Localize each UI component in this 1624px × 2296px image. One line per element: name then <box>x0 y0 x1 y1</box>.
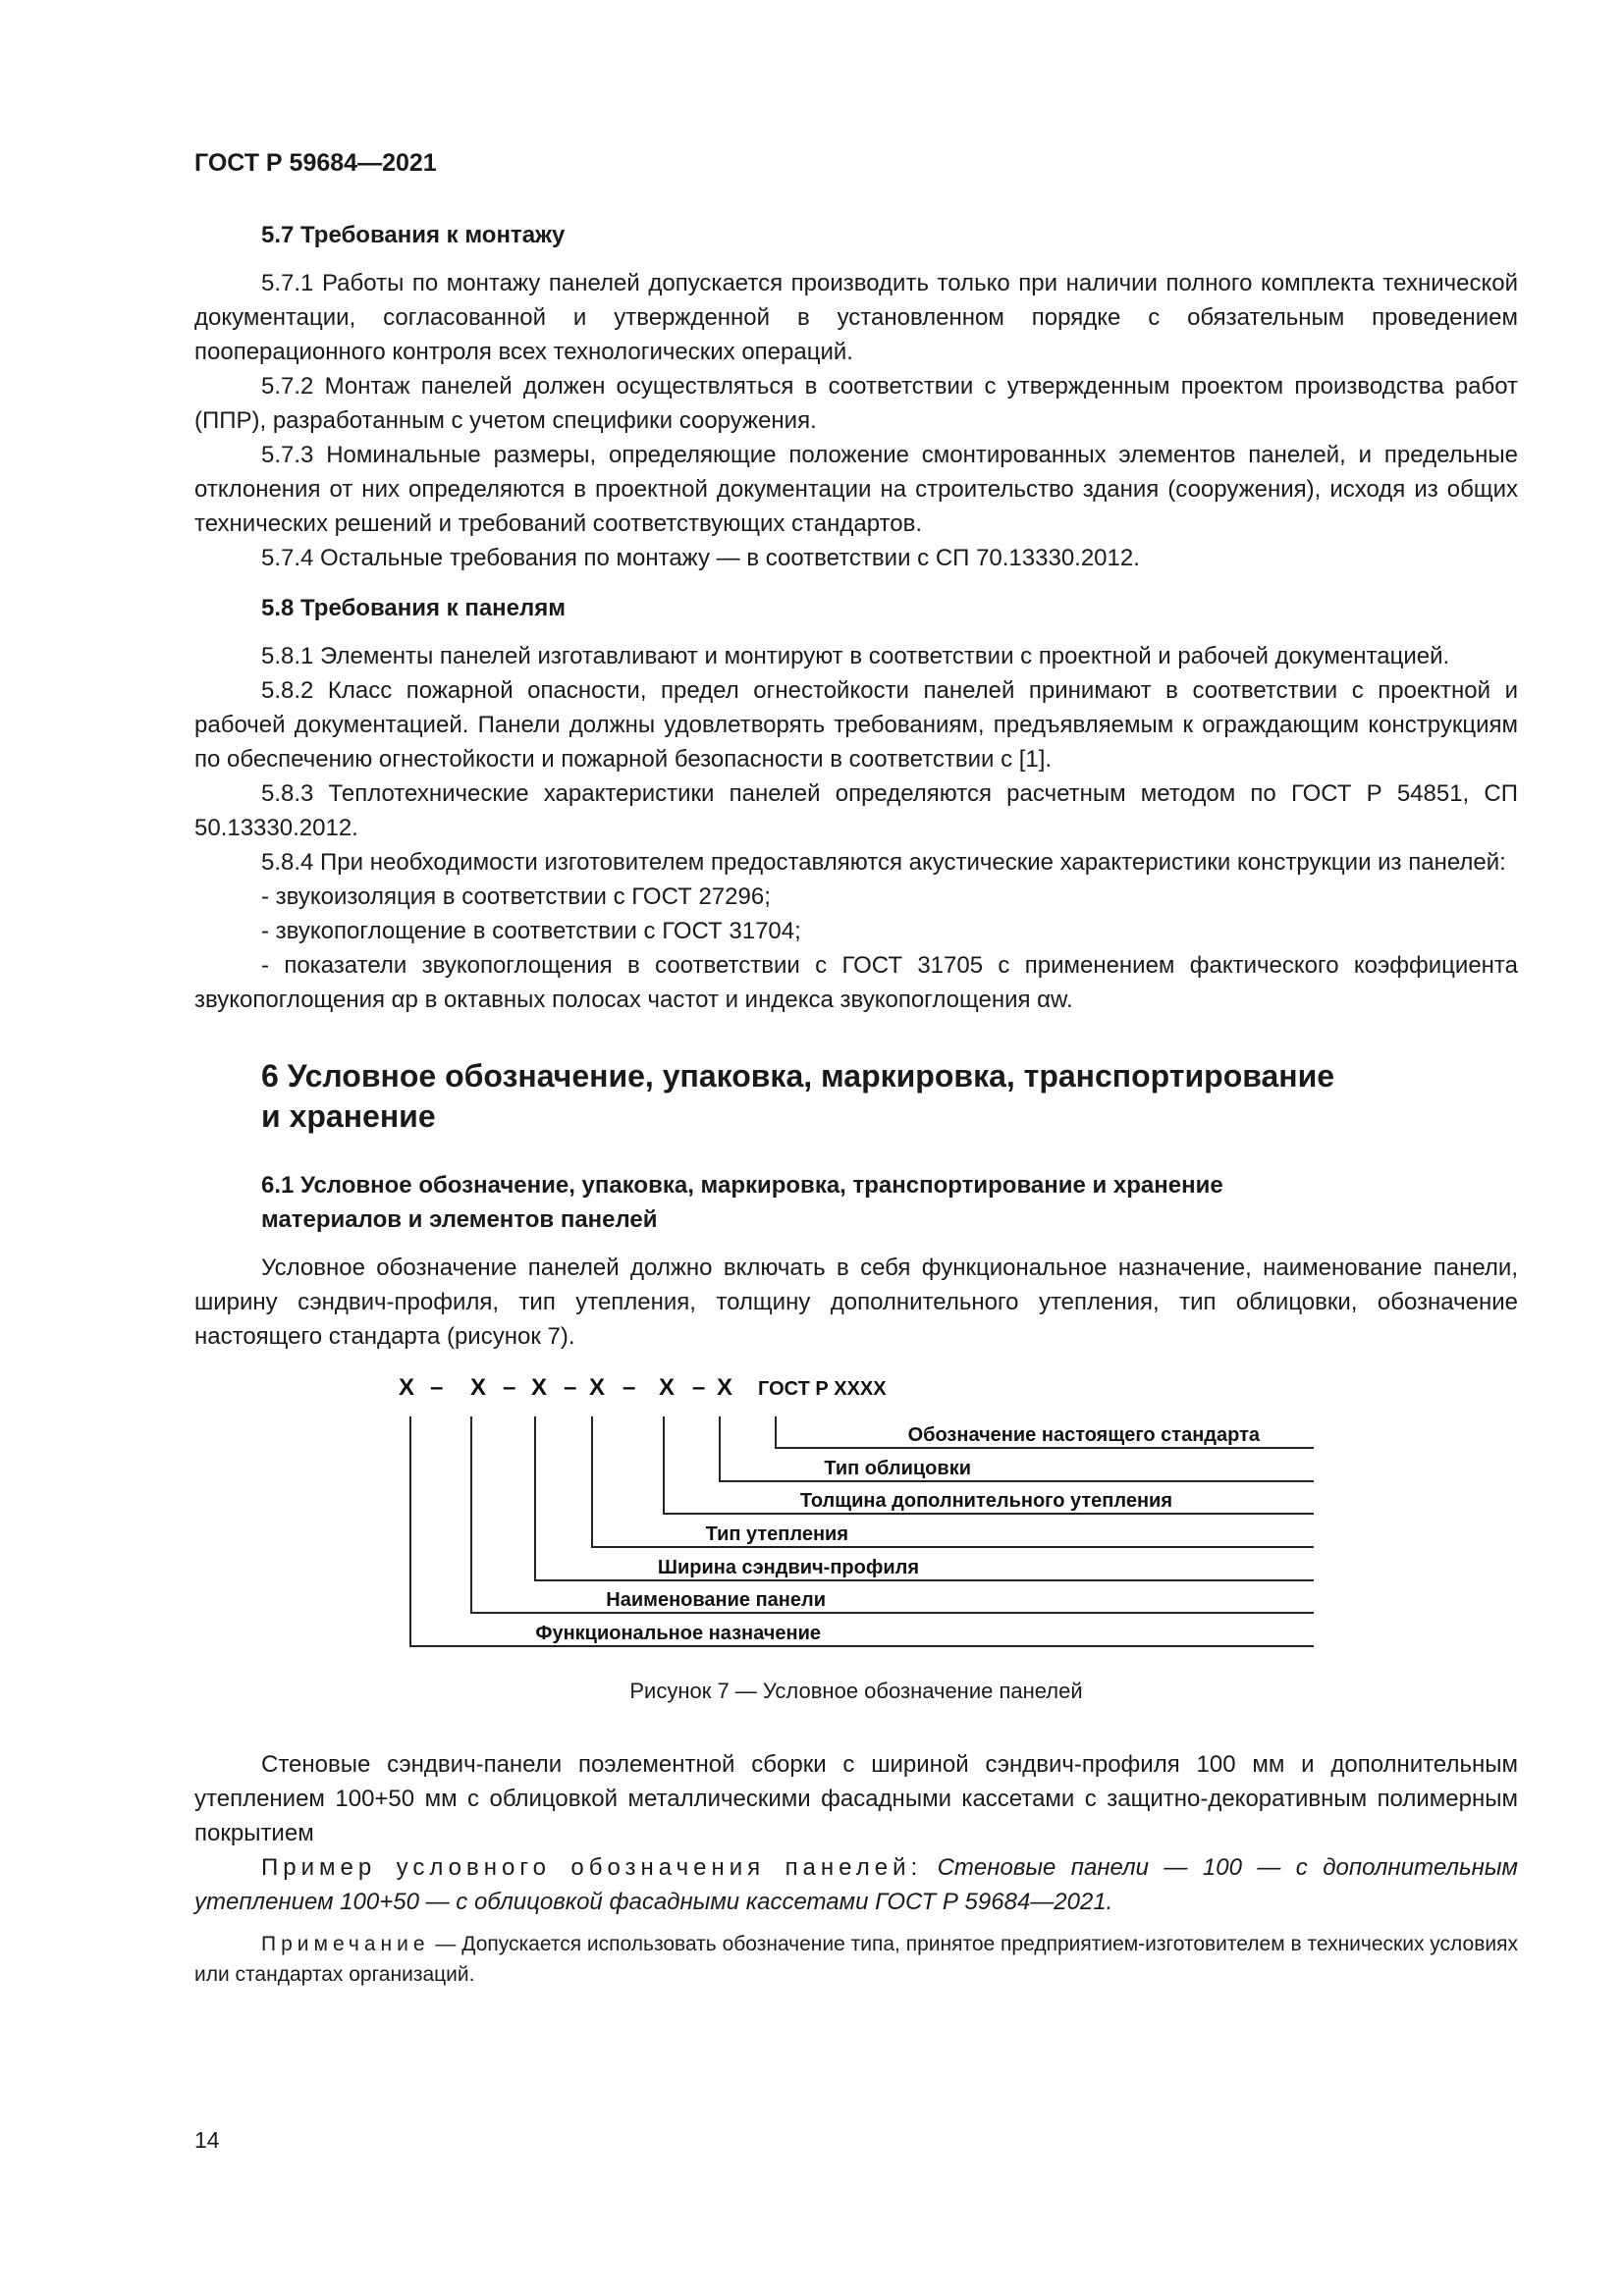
code-dash: – <box>623 1374 636 1401</box>
paragraph-5-8-2: 5.8.2 Класс пожарной опасности, предел огнестойкости панелей принимают в соответствии с проектной и рабочей документацией. Панели должны удовлетворять требованиям, предъявляемым к ограждающим конструкциям по обеспечению огнестойкости и пожарной безопасности в соответствии с [1]. <box>194 677 1518 773</box>
designation-example <box>194 1850 1518 1919</box>
paragraph-5-7-4: 5.7.4 Остальные требования по монтажу — в соответствии с СП 70.13330.2012. <box>261 545 1140 571</box>
code-standard: ГОСТ Р ХХХХ <box>758 1378 887 1400</box>
code-dash: – <box>692 1374 706 1401</box>
figure-caption: Рисунок 7 — Условное обозначение панелей <box>629 1679 1083 1703</box>
note-label: Примечание <box>261 1933 430 1955</box>
page-number: 14 <box>194 2127 220 2153</box>
code-x6: Х <box>717 1374 733 1401</box>
code-dash: – <box>430 1374 444 1401</box>
section-6-1-title-line2: материалов и элементов панелей <box>261 1206 658 1233</box>
code-x2: Х <box>470 1374 487 1401</box>
section-6-title-line1: 6 Условное обозначение, упаковка, маркировка, транспортирование <box>261 1058 1335 1094</box>
list-item: - показатели звукопоглощения в соответствии с ГОСТ 31705 с применением фактического коэффициента звукопоглощения αр в октавных полосах частот и индекса звукопоглощения αw. <box>194 952 1518 1013</box>
paragraph-example-description: Стеновые сэндвич-панели поэлементной сборки с шириной сэндвич-профиля 100 мм и дополнительным утеплением 100+50 мм с облицовкой металлическими фасадными кассетами с защитно-декоративным полимерным покрытием <box>194 1751 1518 1846</box>
label-profile-width: Ширина сэндвич-профиля <box>657 1557 919 1578</box>
section-6-title-line2: и хранение <box>261 1098 436 1134</box>
label-function: Функциональное назначение <box>535 1623 821 1644</box>
example-label: Пример условного обозначения панелей: <box>261 1854 923 1881</box>
section-6-title <box>261 1056 1518 1137</box>
code-dash: – <box>503 1374 516 1401</box>
leader-function <box>410 1416 1314 1646</box>
section-5-7-title: 5.7 Требования к монтажу <box>261 222 566 248</box>
code-x1: Х <box>399 1374 415 1401</box>
label-extra-insulation: Толщина дополнительного утепления <box>799 1490 1172 1512</box>
page-content <box>194 218 1518 1990</box>
list-item: - звукоизоляция в соответствии с ГОСТ 27296; <box>261 883 771 910</box>
section-6-1-title-line1: 6.1 Условное обозначение, упаковка, маркировка, транспортирование и хранение <box>261 1172 1223 1199</box>
label-facing: Тип облицовки <box>824 1458 971 1479</box>
code-dash: – <box>564 1374 577 1401</box>
paragraph-5-8-1: 5.8.1 Элементы панелей изготавливают и монтируют в соответствии с проектной и рабочей документацией. <box>261 643 1450 669</box>
label-panel-name: Наименование панели <box>606 1589 826 1611</box>
designation-diagram <box>194 1365 1518 1660</box>
paragraph-5-7-3: 5.7.3 Номинальные размеры, определяющие положение смонтированных элементов панелей, и предельные отклонения от них определяются в проектной документации на строительство здания (сооружения), исходя из общих технических решений и требований соответствующих стандартов. <box>194 442 1518 537</box>
code-x4: Х <box>589 1374 606 1401</box>
label-insulation: Тип утепления <box>705 1523 848 1545</box>
section-6-1-title <box>261 1168 1518 1237</box>
paragraph-5-7-1: 5.7.1 Работы по монтажу панелей допускается производить только при наличии полного комплекта технической документации, согласованной и утвержденной в установленном порядке с обязательным проведением пооперационного контроля всех технологических операций. <box>194 270 1518 365</box>
note <box>194 1929 1518 1990</box>
paragraph-5-8-3: 5.8.3 Теплотехнические характеристики панелей определяются расчетным методом по ГОСТ Р 54851, СП 50.13330.2012. <box>194 780 1518 841</box>
code-x3: Х <box>531 1374 548 1401</box>
paragraph-5-7-2: 5.7.2 Монтаж панелей должен осуществляться в соответствии с утвержденным проектом производства работ (ППР), разработанным с учетом специфики сооружения. <box>194 373 1518 434</box>
code-x5: Х <box>659 1374 676 1401</box>
document-header: ГОСТ Р 59684—2021 <box>194 149 437 177</box>
figure-7 <box>194 1365 1518 1660</box>
paragraph-6-1: Условное обозначение панелей должно включать в себя функциональное назначение, наименование панели, ширину сэндвич-профиля, тип утепления, толщину дополнительного утепления, тип облицовки, обозначение настоящего стандарта (рисунок 7). <box>194 1255 1518 1350</box>
example-text: Стеновые панели — 100 — с дополнительным утеплением 100+50 — с облицовкой фасадными кассетами ГОСТ Р 59684—2021. <box>194 1854 1519 1915</box>
list-item: - звукопоглощение в соответствии с ГОСТ 31704; <box>261 918 801 944</box>
leader-lines <box>410 1416 1314 1646</box>
label-standard: Обозначение настоящего стандарта <box>907 1424 1260 1446</box>
note-text: — Допускается использовать обозначение типа, принятое предприятием-изготовителем в технических условиях или стандартах организаций. <box>194 1933 1518 1986</box>
paragraph-5-8-4: 5.8.4 При необходимости изготовителем предоставляются акустические характеристики конструкции из панелей: <box>261 849 1506 876</box>
section-5-8-title: 5.8 Требования к панелям <box>261 595 567 621</box>
